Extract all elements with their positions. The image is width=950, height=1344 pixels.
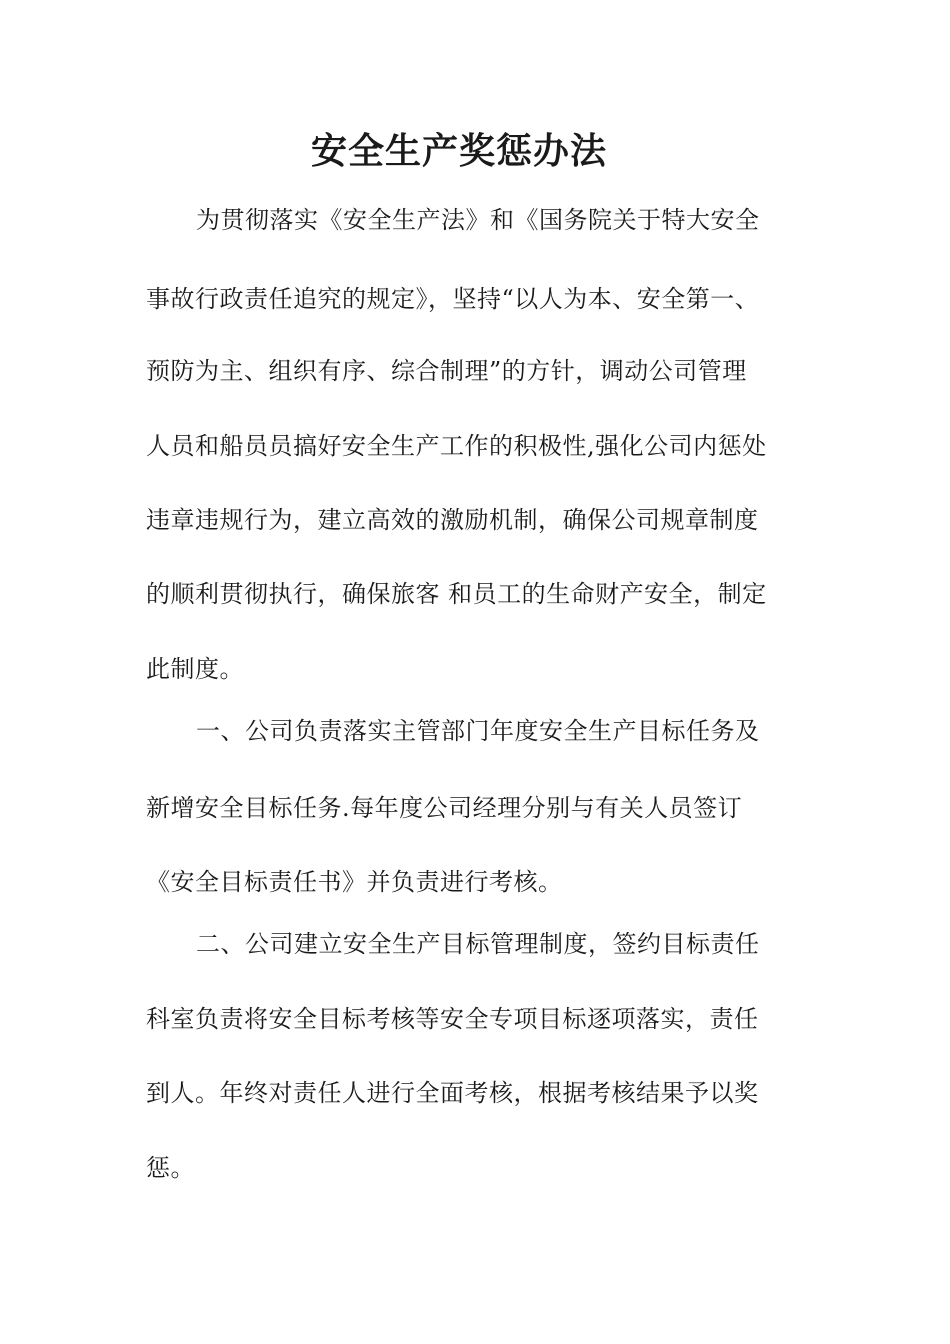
paragraph-line: 科室负责将安全目标考核等安全专项目标逐项落实，责任	[146, 1005, 759, 1033]
paragraph-line: 《安全目标责任书》并负责进行考核。	[146, 868, 563, 896]
document-title: 安全生产奖惩办法	[310, 130, 607, 172]
paragraph-line: 人员和船员员搞好安全生产工作的积极性,强化公司内惩处	[146, 432, 767, 460]
paragraph-line: 惩。	[146, 1154, 195, 1182]
paragraph-line: 事故行政责任追究的规定》，坚持“以人为本、安全第一、	[146, 285, 760, 313]
paragraph-line: 二、公司建立安全生产目标管理制度，签约目标责任	[196, 930, 760, 958]
paragraph-line: 到人。年终对责任人进行全面考核，根据考核结果予以奖	[146, 1079, 759, 1107]
paragraph-line: 新增安全目标任务.每年度公司经理分别与有关人员签订	[146, 794, 743, 822]
paragraph-line: 预防为主、组织有序、综合制理”的方针，调动公司管理	[146, 357, 747, 385]
paragraph-line: 此制度。	[146, 655, 244, 683]
paragraph-line: 违章违规行为，建立高效的激励机制，确保公司规章制度	[146, 506, 759, 534]
paragraph-line: 的顺利贯彻执行，确保旅客 和员工的生命财产安全，制定	[146, 580, 767, 608]
paragraph-line: 为贯彻落实《安全生产法》和《国务院关于特大安全	[196, 206, 760, 234]
paragraph-line: 一、公司负责落实主管部门年度安全生产目标任务及	[196, 717, 760, 745]
